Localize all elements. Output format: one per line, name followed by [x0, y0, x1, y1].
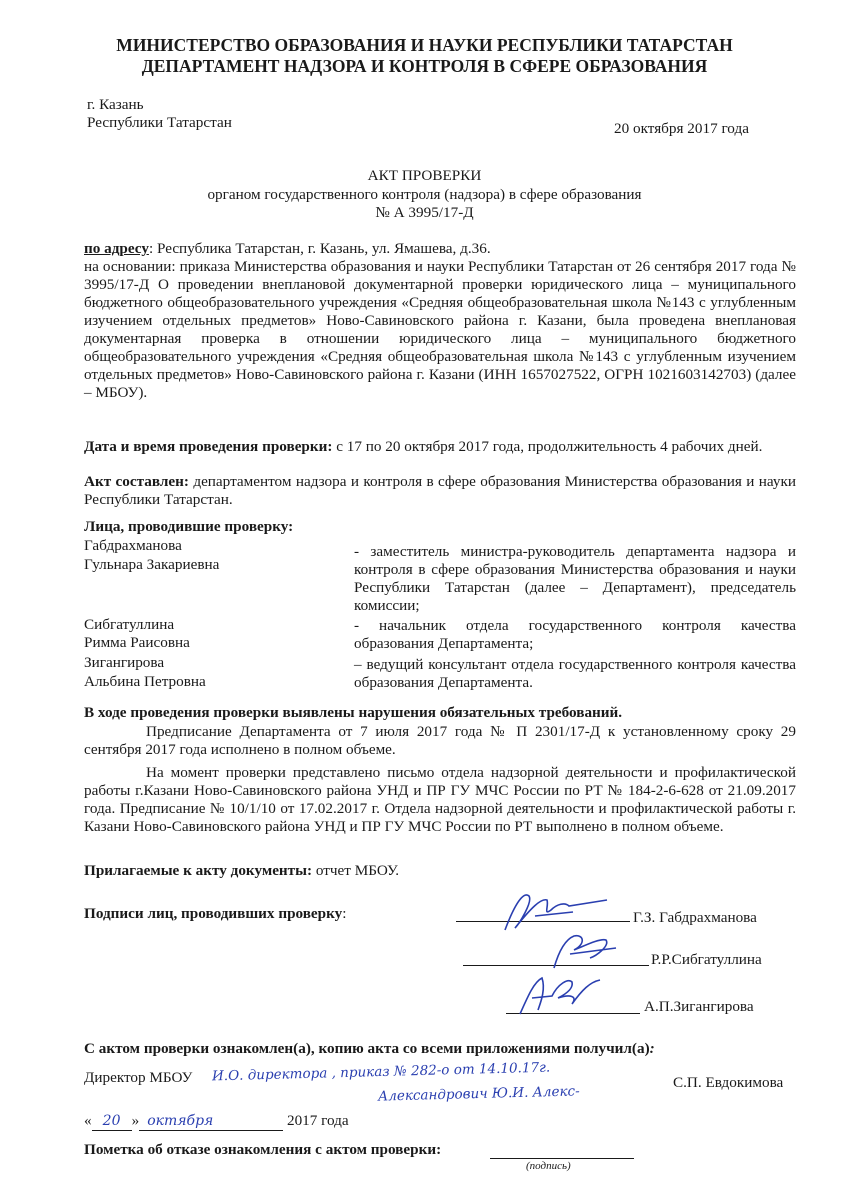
inspector-surname: Зигангирова	[84, 654, 165, 671]
inspector-name: Альбина Петровна	[84, 673, 206, 690]
inspector-surname: Сибгатуллина	[84, 616, 175, 633]
composed-text: департаментом надзора и контроля в сфере образования Министерства образования и науки Республики Татарстан.	[84, 473, 796, 508]
refusal-caption: (подпись)	[526, 1160, 571, 1172]
signatures-colon: :	[342, 905, 347, 922]
composed-label: Акт составлен:	[84, 473, 189, 490]
date-month	[139, 1112, 283, 1131]
handwritten-note-line-1: И.О. директора , приказ № 282-о от 14.10.17г.	[211, 1059, 551, 1085]
attached-text: отчет МБОУ.	[312, 862, 400, 879]
document-date: 20 октября 2017 года	[614, 120, 749, 137]
inspector-role: – ведущий консультант отдела государственного контроля качества образования Департамента.	[354, 656, 796, 691]
violations-heading: В ходе проведения проверки выявлены нарушения обязательных требований.	[84, 704, 623, 721]
refusal-signature-line	[490, 1158, 634, 1159]
region: Республики Татарстан	[87, 114, 232, 131]
address-paragraph	[84, 240, 796, 258]
date-day	[92, 1112, 132, 1131]
inspector-role: - заместитель министра-руководитель департамента надзора и контроля в сфере образования Министерства образования и науки Республики Татарстан (далее – Департамент), председатель комиссии;	[354, 543, 796, 614]
attached-paragraph	[84, 862, 796, 880]
date-month-value: октября	[147, 1113, 214, 1129]
inspector-surname: Габдрахманова	[84, 537, 182, 554]
basis-paragraph: на основании: приказа Министерства образования и науки Республики Татарстан от 26 сентября 2017 года № 3995/17-Д О проведении внеплановой документарной проверки юридического лица – муниципального бюджетного общеобразовательного учреждения «Средняя общеобразовательная школа №143 с углубленным изучением отдельных предметов» Ново-Савиновского района г. Казани, была проведена внеплановая документарная проверка в отношении юридического лица – муниципального бюджетного общеобразовательного учреждения «Средняя общеобразовательная школа №143 с углубленным изучением отдельных предметов» Ново-Савиновского района г. Казани (ИНН 1657027522, ОГРН 1021603142703) (далее – МБОУ).	[84, 258, 796, 401]
director-name: С.П. Евдокимова	[673, 1074, 784, 1091]
date-day-value: 20	[102, 1113, 121, 1129]
signatures-label-row	[84, 905, 347, 923]
signatures-label: Подписи лиц, проводивших проверку	[84, 905, 343, 922]
violations-paragraph-2: На момент проверки представлено письмо отдела надзорной деятельности и профилактической работы г.Казани Ново-Савиновского района УНД и ПР ГУ МЧС России по РТ № 184-2-6-628 от 21.09.2017 года. Предписание № 10/1/10 от 17.02.2017 г. Отдела надзорной деятельности и профилактической работы г. Казани Ново-Савиновского района УНД и ПР ГУ МЧС России по РТ выполнено в полном объеме.	[84, 764, 796, 835]
department-header: ДЕПАРТАМЕНТ НАДЗОРА И КОНТРОЛЯ В СФЕРЕ ОБРАЗОВАНИЯ	[141, 56, 708, 76]
inspector-name: Римма Раисовна	[84, 634, 190, 651]
director-label: Директор МБОУ	[84, 1069, 193, 1086]
datetime-label: Дата и время проведения проверки:	[84, 438, 333, 455]
signer-name: Р.Р.Сибгатуллина	[651, 951, 762, 968]
refusal-label: Пометка об отказе ознакомления с актом проверки:	[84, 1141, 442, 1158]
acquainted-date	[84, 1112, 349, 1131]
signature-mark	[540, 928, 630, 973]
acquainted-colon: :	[649, 1040, 655, 1057]
datetime-paragraph	[84, 438, 796, 456]
signature-mark	[512, 970, 612, 1018]
violations-paragraph-1: Предписание Департамента от 7 июля 2017 года № П 2301/17-Д к установленному сроку 29 сентября 2017 года исполнено в полном объеме.	[84, 723, 796, 758]
signer-name: Г.З. Габдрахманова	[633, 909, 757, 926]
inspector-name: Гульнара Закариевна	[84, 556, 220, 573]
composed-paragraph	[84, 473, 796, 509]
signer-name: А.П.Зигангирова	[644, 998, 754, 1015]
attached-label: Прилагаемые к акту документы:	[84, 862, 313, 879]
acquainted-heading-row	[84, 1040, 655, 1058]
inspector-role: - начальник отдела государственного контроля качества образования Департамента;	[354, 617, 796, 652]
inspectors-heading: Лица, проводившие проверку:	[84, 518, 294, 535]
document-title: АКТ ПРОВЕРКИ	[367, 167, 482, 184]
date-close-quote: »	[131, 1112, 140, 1129]
address-label: по адресу	[84, 240, 149, 257]
date-year: 2017 года	[286, 1112, 349, 1129]
acquainted-heading: С актом проверки ознакомлен(а), копию акта со всеми приложениями получил(а)	[84, 1040, 650, 1057]
document-subtitle: органом государственного контроля (надзора) в сфере образования	[207, 186, 642, 203]
document-number: № А 3995/17-Д	[375, 204, 474, 221]
ministry-header: МИНИСТЕРСТВО ОБРАЗОВАНИЯ И НАУКИ РЕСПУБЛИКИ ТАТАРСТАН	[116, 35, 733, 55]
date-open-quote: «	[84, 1112, 92, 1129]
city: г. Казань	[87, 96, 144, 113]
address-text: : Республика Татарстан, г. Казань, ул. Ямашева, д.36.	[148, 240, 491, 257]
datetime-text: с 17 по 20 октября 2017 года, продолжительность 4 рабочих дней.	[332, 438, 763, 455]
handwritten-note-line-2: Александрович Ю.И. Алекс-	[377, 1083, 580, 1105]
